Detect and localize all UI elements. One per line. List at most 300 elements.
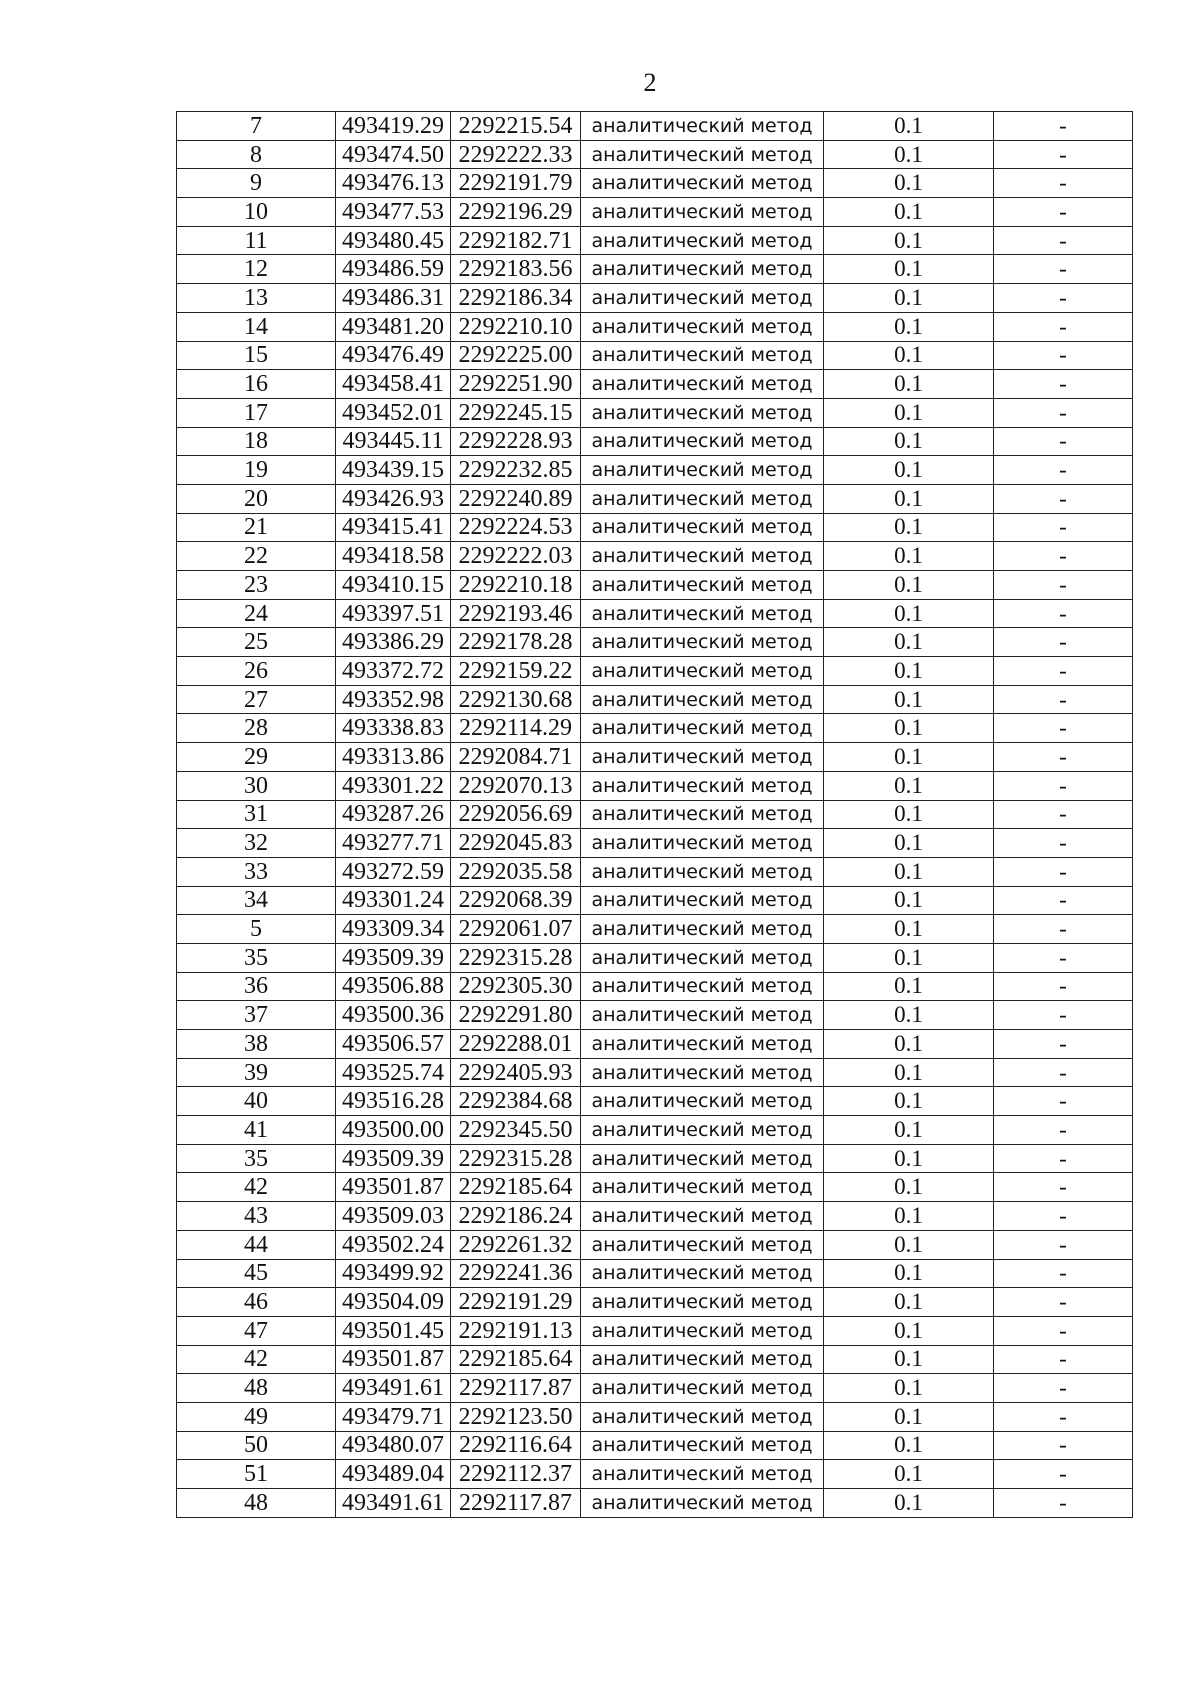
y-coordinate-cell: 2292240.89 <box>451 484 581 513</box>
x-coordinate-cell: 493415.41 <box>336 513 451 542</box>
x-coordinate-cell: 493301.24 <box>336 886 451 915</box>
x-coordinate-cell: 493480.07 <box>336 1431 451 1460</box>
accuracy-cell: 0.1 <box>824 456 994 485</box>
x-coordinate-cell: 493476.13 <box>336 169 451 198</box>
table-row <box>177 1345 1133 1374</box>
x-coordinate-cell: 493439.15 <box>336 456 451 485</box>
x-coordinate-cell: 493500.36 <box>336 1001 451 1030</box>
point-number-cell: 48 <box>177 1374 336 1403</box>
point-number-cell: 31 <box>177 800 336 829</box>
accuracy-cell: 0.1 <box>824 1259 994 1288</box>
table-row <box>177 829 1133 858</box>
note-cell: - <box>994 886 1133 915</box>
method-cell: аналитический метод <box>581 1316 824 1345</box>
table-row <box>177 398 1133 427</box>
y-coordinate-cell: 2292117.87 <box>451 1489 581 1518</box>
note-cell: - <box>994 1345 1133 1374</box>
point-number-cell: 16 <box>177 370 336 399</box>
table-row <box>177 886 1133 915</box>
note-cell: - <box>994 628 1133 657</box>
method-cell: аналитический метод <box>581 1030 824 1059</box>
x-coordinate-cell: 493509.03 <box>336 1202 451 1231</box>
accuracy-cell: 0.1 <box>824 398 994 427</box>
table-row <box>177 284 1133 313</box>
table-row <box>177 628 1133 657</box>
table-row <box>177 169 1133 198</box>
x-coordinate-cell: 493516.28 <box>336 1087 451 1116</box>
method-cell: аналитический метод <box>581 771 824 800</box>
table-row <box>177 1058 1133 1087</box>
x-coordinate-cell: 493313.86 <box>336 743 451 772</box>
note-cell: - <box>994 341 1133 370</box>
method-cell: аналитический метод <box>581 857 824 886</box>
x-coordinate-cell: 493509.39 <box>336 1144 451 1173</box>
y-coordinate-cell: 2292191.13 <box>451 1316 581 1345</box>
y-coordinate-cell: 2292384.68 <box>451 1087 581 1116</box>
method-cell: аналитический метод <box>581 484 824 513</box>
table-row <box>177 943 1133 972</box>
y-coordinate-cell: 2292251.90 <box>451 370 581 399</box>
note-cell: - <box>994 1374 1133 1403</box>
table-row <box>177 1030 1133 1059</box>
point-number-cell: 40 <box>177 1087 336 1116</box>
table-row <box>177 771 1133 800</box>
method-cell: аналитический метод <box>581 1001 824 1030</box>
note-cell: - <box>994 255 1133 284</box>
y-coordinate-cell: 2292210.10 <box>451 312 581 341</box>
table-row <box>177 1116 1133 1145</box>
point-number-cell: 13 <box>177 284 336 313</box>
method-cell: аналитический метод <box>581 714 824 743</box>
y-coordinate-cell: 2292056.69 <box>451 800 581 829</box>
table-row <box>177 857 1133 886</box>
x-coordinate-cell: 493410.15 <box>336 571 451 600</box>
accuracy-cell: 0.1 <box>824 771 994 800</box>
accuracy-cell: 0.1 <box>824 513 994 542</box>
point-number-cell: 9 <box>177 169 336 198</box>
method-cell: аналитический метод <box>581 1345 824 1374</box>
method-cell: аналитический метод <box>581 1173 824 1202</box>
x-coordinate-cell: 493287.26 <box>336 800 451 829</box>
point-number-cell: 32 <box>177 829 336 858</box>
point-number-cell: 46 <box>177 1288 336 1317</box>
point-number-cell: 25 <box>177 628 336 657</box>
accuracy-cell: 0.1 <box>824 657 994 686</box>
accuracy-cell: 0.1 <box>824 1489 994 1518</box>
point-number-cell: 47 <box>177 1316 336 1345</box>
accuracy-cell: 0.1 <box>824 427 994 456</box>
point-number-cell: 36 <box>177 972 336 1001</box>
y-coordinate-cell: 2292178.28 <box>451 628 581 657</box>
method-cell: аналитический метод <box>581 255 824 284</box>
method-cell: аналитический метод <box>581 1116 824 1145</box>
x-coordinate-cell: 493419.29 <box>336 112 451 141</box>
y-coordinate-cell: 2292241.36 <box>451 1259 581 1288</box>
accuracy-cell: 0.1 <box>824 1230 994 1259</box>
table-row <box>177 1202 1133 1231</box>
method-cell: аналитический метод <box>581 1402 824 1431</box>
y-coordinate-cell: 2292225.00 <box>451 341 581 370</box>
y-coordinate-cell: 2292191.29 <box>451 1288 581 1317</box>
y-coordinate-cell: 2292222.33 <box>451 140 581 169</box>
x-coordinate-cell: 493491.61 <box>336 1489 451 1518</box>
note-cell: - <box>994 1460 1133 1489</box>
table-row <box>177 1288 1133 1317</box>
y-coordinate-cell: 2292114.29 <box>451 714 581 743</box>
note-cell: - <box>994 169 1133 198</box>
method-cell: аналитический метод <box>581 312 824 341</box>
note-cell: - <box>994 398 1133 427</box>
method-cell: аналитический метод <box>581 628 824 657</box>
x-coordinate-cell: 493477.53 <box>336 198 451 227</box>
y-coordinate-cell: 2292191.79 <box>451 169 581 198</box>
method-cell: аналитический метод <box>581 226 824 255</box>
point-number-cell: 34 <box>177 886 336 915</box>
x-coordinate-cell: 493502.24 <box>336 1230 451 1259</box>
x-coordinate-cell: 493509.39 <box>336 943 451 972</box>
method-cell: аналитический метод <box>581 112 824 141</box>
y-coordinate-cell: 2292130.68 <box>451 685 581 714</box>
accuracy-cell: 0.1 <box>824 1345 994 1374</box>
y-coordinate-cell: 2292182.71 <box>451 226 581 255</box>
y-coordinate-cell: 2292315.28 <box>451 943 581 972</box>
x-coordinate-cell: 493504.09 <box>336 1288 451 1317</box>
accuracy-cell: 0.1 <box>824 972 994 1001</box>
table-row <box>177 1259 1133 1288</box>
x-coordinate-cell: 493480.45 <box>336 226 451 255</box>
point-number-cell: 8 <box>177 140 336 169</box>
note-cell: - <box>994 1001 1133 1030</box>
x-coordinate-cell: 493486.59 <box>336 255 451 284</box>
note-cell: - <box>994 1431 1133 1460</box>
y-coordinate-cell: 2292183.56 <box>451 255 581 284</box>
note-cell: - <box>994 771 1133 800</box>
accuracy-cell: 0.1 <box>824 714 994 743</box>
table-row <box>177 714 1133 743</box>
table-row <box>177 140 1133 169</box>
accuracy-cell: 0.1 <box>824 484 994 513</box>
point-number-cell: 11 <box>177 226 336 255</box>
y-coordinate-cell: 2292288.01 <box>451 1030 581 1059</box>
table-row <box>177 542 1133 571</box>
y-coordinate-cell: 2292210.18 <box>451 571 581 600</box>
note-cell: - <box>994 140 1133 169</box>
x-coordinate-cell: 493372.72 <box>336 657 451 686</box>
point-number-cell: 12 <box>177 255 336 284</box>
table-row <box>177 743 1133 772</box>
accuracy-cell: 0.1 <box>824 284 994 313</box>
note-cell: - <box>994 714 1133 743</box>
y-coordinate-cell: 2292345.50 <box>451 1116 581 1145</box>
point-number-cell: 28 <box>177 714 336 743</box>
y-coordinate-cell: 2292185.64 <box>451 1173 581 1202</box>
method-cell: аналитический метод <box>581 513 824 542</box>
method-cell: аналитический метод <box>581 1489 824 1518</box>
method-cell: аналитический метод <box>581 1374 824 1403</box>
point-number-cell: 22 <box>177 542 336 571</box>
accuracy-cell: 0.1 <box>824 198 994 227</box>
accuracy-cell: 0.1 <box>824 628 994 657</box>
x-coordinate-cell: 493338.83 <box>336 714 451 743</box>
accuracy-cell: 0.1 <box>824 226 994 255</box>
x-coordinate-cell: 493272.59 <box>336 857 451 886</box>
y-coordinate-cell: 2292222.03 <box>451 542 581 571</box>
table-row <box>177 1316 1133 1345</box>
method-cell: аналитический метод <box>581 169 824 198</box>
note-cell: - <box>994 370 1133 399</box>
page-number: 2 <box>643 68 657 97</box>
accuracy-cell: 0.1 <box>824 743 994 772</box>
x-coordinate-cell: 493445.11 <box>336 427 451 456</box>
y-coordinate-cell: 2292186.24 <box>451 1202 581 1231</box>
y-coordinate-cell: 2292232.85 <box>451 456 581 485</box>
x-coordinate-cell: 493506.88 <box>336 972 451 1001</box>
point-number-cell: 35 <box>177 943 336 972</box>
x-coordinate-cell: 493426.93 <box>336 484 451 513</box>
y-coordinate-cell: 2292228.93 <box>451 427 581 456</box>
table-row <box>177 1173 1133 1202</box>
y-coordinate-cell: 2292196.29 <box>451 198 581 227</box>
y-coordinate-cell: 2292061.07 <box>451 915 581 944</box>
method-cell: аналитический метод <box>581 915 824 944</box>
y-coordinate-cell: 2292185.64 <box>451 1345 581 1374</box>
point-number-cell: 42 <box>177 1345 336 1374</box>
method-cell: аналитический метод <box>581 1288 824 1317</box>
note-cell: - <box>994 1230 1133 1259</box>
x-coordinate-cell: 493476.49 <box>336 341 451 370</box>
note-cell: - <box>994 1489 1133 1518</box>
x-coordinate-cell: 493418.58 <box>336 542 451 571</box>
table-row <box>177 685 1133 714</box>
point-number-cell: 51 <box>177 1460 336 1489</box>
y-coordinate-cell: 2292070.13 <box>451 771 581 800</box>
y-coordinate-cell: 2292186.34 <box>451 284 581 313</box>
accuracy-cell: 0.1 <box>824 800 994 829</box>
accuracy-cell: 0.1 <box>824 886 994 915</box>
method-cell: аналитический метод <box>581 599 824 628</box>
point-number-cell: 48 <box>177 1489 336 1518</box>
y-coordinate-cell: 2292084.71 <box>451 743 581 772</box>
point-number-cell: 21 <box>177 513 336 542</box>
note-cell: - <box>994 972 1133 1001</box>
point-number-cell: 24 <box>177 599 336 628</box>
point-number-cell: 23 <box>177 571 336 600</box>
table-row <box>177 915 1133 944</box>
note-cell: - <box>994 312 1133 341</box>
method-cell: аналитический метод <box>581 800 824 829</box>
x-coordinate-cell: 493479.71 <box>336 1402 451 1431</box>
note-cell: - <box>994 685 1133 714</box>
table-row <box>177 1087 1133 1116</box>
method-cell: аналитический метод <box>581 1259 824 1288</box>
note-cell: - <box>994 427 1133 456</box>
point-number-cell: 35 <box>177 1144 336 1173</box>
y-coordinate-cell: 2292405.93 <box>451 1058 581 1087</box>
x-coordinate-cell: 493481.20 <box>336 312 451 341</box>
accuracy-cell: 0.1 <box>824 1087 994 1116</box>
table-row <box>177 1374 1133 1403</box>
method-cell: аналитический метод <box>581 943 824 972</box>
point-number-cell: 49 <box>177 1402 336 1431</box>
note-cell: - <box>994 943 1133 972</box>
note-cell: - <box>994 1288 1133 1317</box>
coordinates-table <box>176 111 1133 1518</box>
accuracy-cell: 0.1 <box>824 312 994 341</box>
accuracy-cell: 0.1 <box>824 1058 994 1087</box>
y-coordinate-cell: 2292117.87 <box>451 1374 581 1403</box>
point-number-cell: 29 <box>177 743 336 772</box>
y-coordinate-cell: 2292068.39 <box>451 886 581 915</box>
method-cell: аналитический метод <box>581 972 824 1001</box>
note-cell: - <box>994 571 1133 600</box>
table-row <box>177 513 1133 542</box>
note-cell: - <box>994 1316 1133 1345</box>
accuracy-cell: 0.1 <box>824 542 994 571</box>
point-number-cell: 50 <box>177 1431 336 1460</box>
accuracy-cell: 0.1 <box>824 140 994 169</box>
accuracy-cell: 0.1 <box>824 857 994 886</box>
x-coordinate-cell: 493474.50 <box>336 140 451 169</box>
table-row <box>177 112 1133 141</box>
note-cell: - <box>994 1030 1133 1059</box>
accuracy-cell: 0.1 <box>824 1316 994 1345</box>
y-coordinate-cell: 2292123.50 <box>451 1402 581 1431</box>
method-cell: аналитический метод <box>581 685 824 714</box>
point-number-cell: 19 <box>177 456 336 485</box>
method-cell: аналитический метод <box>581 1230 824 1259</box>
point-number-cell: 7 <box>177 112 336 141</box>
accuracy-cell: 0.1 <box>824 1030 994 1059</box>
x-coordinate-cell: 493501.87 <box>336 1173 451 1202</box>
table-row <box>177 1402 1133 1431</box>
accuracy-cell: 0.1 <box>824 112 994 141</box>
note-cell: - <box>994 1259 1133 1288</box>
x-coordinate-cell: 493489.04 <box>336 1460 451 1489</box>
coordinates-table-body <box>177 112 1133 1518</box>
x-coordinate-cell: 493386.29 <box>336 628 451 657</box>
note-cell: - <box>994 829 1133 858</box>
table-row <box>177 226 1133 255</box>
note-cell: - <box>994 542 1133 571</box>
note-cell: - <box>994 915 1133 944</box>
x-coordinate-cell: 493499.92 <box>336 1259 451 1288</box>
note-cell: - <box>994 857 1133 886</box>
note-cell: - <box>994 1173 1133 1202</box>
x-coordinate-cell: 493486.31 <box>336 284 451 313</box>
point-number-cell: 14 <box>177 312 336 341</box>
point-number-cell: 37 <box>177 1001 336 1030</box>
table-row <box>177 1460 1133 1489</box>
accuracy-cell: 0.1 <box>824 1001 994 1030</box>
y-coordinate-cell: 2292315.28 <box>451 1144 581 1173</box>
x-coordinate-cell: 493277.71 <box>336 829 451 858</box>
table-row <box>177 657 1133 686</box>
point-number-cell: 10 <box>177 198 336 227</box>
x-coordinate-cell: 493352.98 <box>336 685 451 714</box>
note-cell: - <box>994 513 1133 542</box>
method-cell: аналитический метод <box>581 1431 824 1460</box>
y-coordinate-cell: 2292224.53 <box>451 513 581 542</box>
note-cell: - <box>994 284 1133 313</box>
y-coordinate-cell: 2292116.64 <box>451 1431 581 1460</box>
method-cell: аналитический метод <box>581 1202 824 1231</box>
table-row <box>177 456 1133 485</box>
x-coordinate-cell: 493501.45 <box>336 1316 451 1345</box>
x-coordinate-cell: 493491.61 <box>336 1374 451 1403</box>
note-cell: - <box>994 1058 1133 1087</box>
note-cell: - <box>994 1402 1133 1431</box>
table-row <box>177 1001 1133 1030</box>
accuracy-cell: 0.1 <box>824 1460 994 1489</box>
note-cell: - <box>994 743 1133 772</box>
table-row <box>177 571 1133 600</box>
method-cell: аналитический метод <box>581 657 824 686</box>
method-cell: аналитический метод <box>581 886 824 915</box>
note-cell: - <box>994 1202 1133 1231</box>
accuracy-cell: 0.1 <box>824 571 994 600</box>
note-cell: - <box>994 226 1133 255</box>
table-row <box>177 255 1133 284</box>
x-coordinate-cell: 493458.41 <box>336 370 451 399</box>
point-number-cell: 43 <box>177 1202 336 1231</box>
accuracy-cell: 0.1 <box>824 1116 994 1145</box>
x-coordinate-cell: 493525.74 <box>336 1058 451 1087</box>
y-coordinate-cell: 2292215.54 <box>451 112 581 141</box>
note-cell: - <box>994 657 1133 686</box>
accuracy-cell: 0.1 <box>824 1288 994 1317</box>
note-cell: - <box>994 1116 1133 1145</box>
point-number-cell: 41 <box>177 1116 336 1145</box>
point-number-cell: 39 <box>177 1058 336 1087</box>
table-row <box>177 972 1133 1001</box>
point-number-cell: 30 <box>177 771 336 800</box>
accuracy-cell: 0.1 <box>824 1374 994 1403</box>
table-row <box>177 341 1133 370</box>
x-coordinate-cell: 493397.51 <box>336 599 451 628</box>
method-cell: аналитический метод <box>581 198 824 227</box>
point-number-cell: 5 <box>177 915 336 944</box>
method-cell: аналитический метод <box>581 571 824 600</box>
note-cell: - <box>994 198 1133 227</box>
accuracy-cell: 0.1 <box>824 341 994 370</box>
accuracy-cell: 0.1 <box>824 370 994 399</box>
method-cell: аналитический метод <box>581 140 824 169</box>
table-row <box>177 198 1133 227</box>
point-number-cell: 18 <box>177 427 336 456</box>
y-coordinate-cell: 2292305.30 <box>451 972 581 1001</box>
point-number-cell: 33 <box>177 857 336 886</box>
accuracy-cell: 0.1 <box>824 1402 994 1431</box>
note-cell: - <box>994 456 1133 485</box>
point-number-cell: 27 <box>177 685 336 714</box>
point-number-cell: 38 <box>177 1030 336 1059</box>
note-cell: - <box>994 484 1133 513</box>
table-row <box>177 800 1133 829</box>
x-coordinate-cell: 493452.01 <box>336 398 451 427</box>
x-coordinate-cell: 493301.22 <box>336 771 451 800</box>
table-row <box>177 370 1133 399</box>
method-cell: аналитический метод <box>581 370 824 399</box>
y-coordinate-cell: 2292245.15 <box>451 398 581 427</box>
y-coordinate-cell: 2292112.37 <box>451 1460 581 1489</box>
method-cell: аналитический метод <box>581 427 824 456</box>
table-row <box>177 1431 1133 1460</box>
table-row <box>177 312 1133 341</box>
accuracy-cell: 0.1 <box>824 1173 994 1202</box>
method-cell: аналитический метод <box>581 284 824 313</box>
method-cell: аналитический метод <box>581 1144 824 1173</box>
method-cell: аналитический метод <box>581 398 824 427</box>
